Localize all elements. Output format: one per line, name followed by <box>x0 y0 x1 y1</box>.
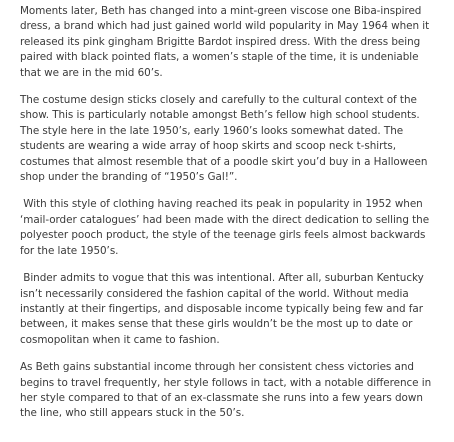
paragraph-costume-design: The costume design sticks closely and carefully to the cultural context of the show. This is particularly notable amongst Beth’s fellow high school students. The style here in the late 1950’s, early 1960’s looks somewhat dated. The students are wearing a wide array of hoop skirts and scoop neck t-shirts, costumes that almost resemble that of a poodle skirt you’d buy in a Halloween shop under the branding of “1950’s Gal!”. <box>20 94 431 184</box>
paragraph-beth-income: As Beth gains substantial income through her consistent chess victories and begins to travel frequently, her style follows in tact, with a notable difference in her style compared to that of an ex-classmate she runs into a few years down the line, who still appears stuck in the 50’s. <box>20 361 435 420</box>
paragraph-clothing-peak: With this style of clothing having reached its peak in popularity in 1952 when ‘mail-order catalogues’ had been made with the direct dedication to selling the polyester pooch product, the style of the teenage girls feels almost backwards for the late 1950’s. <box>20 198 433 257</box>
paragraph-biba-dress: Moments later, Beth has changed into a mint-green viscose one Biba-inspired dress, a brand which had just gained world wild popularity in May 1964 when it released its pink gingham Brigitte Bardot inspired dress. With the dress being paired with black pointed flats, a women’s staple of the time, it is undeniable that we are in the mid 60’s. <box>20 5 433 79</box>
paragraph-binder-vogue: Binder admits to vogue that this was intentional. After all, suburban Kentucky isn’t necessarily considered the fashion capital of the world. Without media instantly at their fingertips, and disposable income typically being few and far between, it makes sense that these girls wouldn’t be the most up to date or cosmopolitan when it came to fashion. <box>20 272 427 346</box>
